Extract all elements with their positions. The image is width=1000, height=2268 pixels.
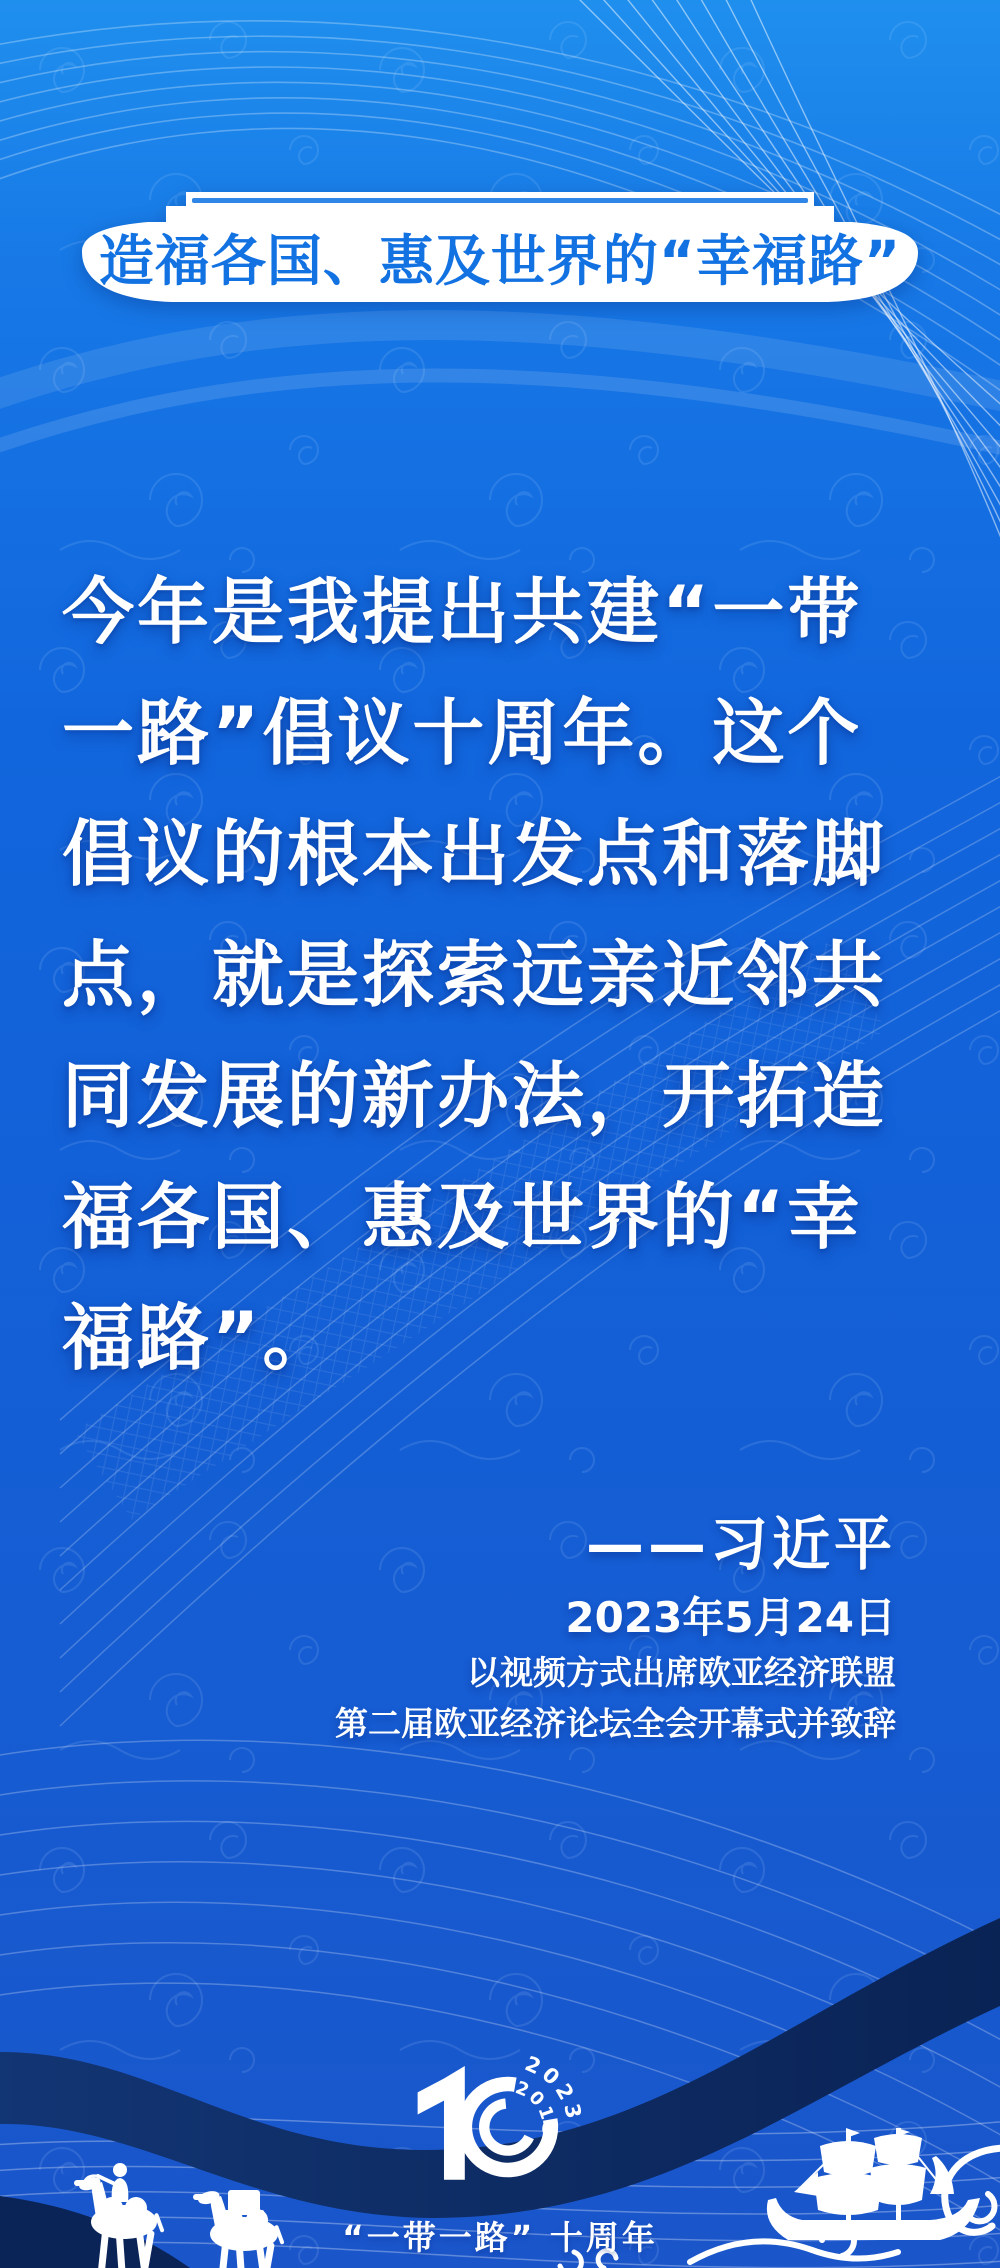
- anniversary-10-logo: [376, 2050, 598, 2211]
- anniversary-caption: “一带一路” 十周年: [342, 2218, 658, 2257]
- quote-line: 倡议的根本出发点和落脚: [62, 812, 888, 896]
- logo-year-2013: 2013: [512, 2077, 559, 2139]
- quote-line: 同发展的新办法，开拓造: [62, 1054, 888, 1138]
- attribution-occasion-line2: 第二届欧亚经济论坛全会开幕式并致辞: [335, 1704, 896, 1743]
- quote-line: 福各国、惠及世界的“幸: [62, 1175, 863, 1259]
- title-banner: [52, 186, 948, 308]
- attribution-occasion-line1: 以视频方式出席欧亚经济联盟: [467, 1653, 896, 1692]
- quote-line: 一路”倡议十周年。这个: [62, 691, 863, 775]
- quote-line: 今年是我提出共建“一带: [62, 570, 863, 654]
- logo-year-2023: 2023: [521, 2051, 587, 2125]
- quote-line: 点，就是探索远亲近邻共: [62, 933, 888, 1017]
- attribution-block: [335, 1506, 896, 1746]
- quote-line: 福路”。: [62, 1296, 338, 1380]
- attribution-date: 2023年5月24日: [565, 1593, 896, 1642]
- quote-block: [62, 552, 962, 1399]
- banner-title: 造福各国、惠及世界的“幸福路”: [98, 228, 902, 293]
- attribution-author: ——习近平: [585, 1510, 896, 1578]
